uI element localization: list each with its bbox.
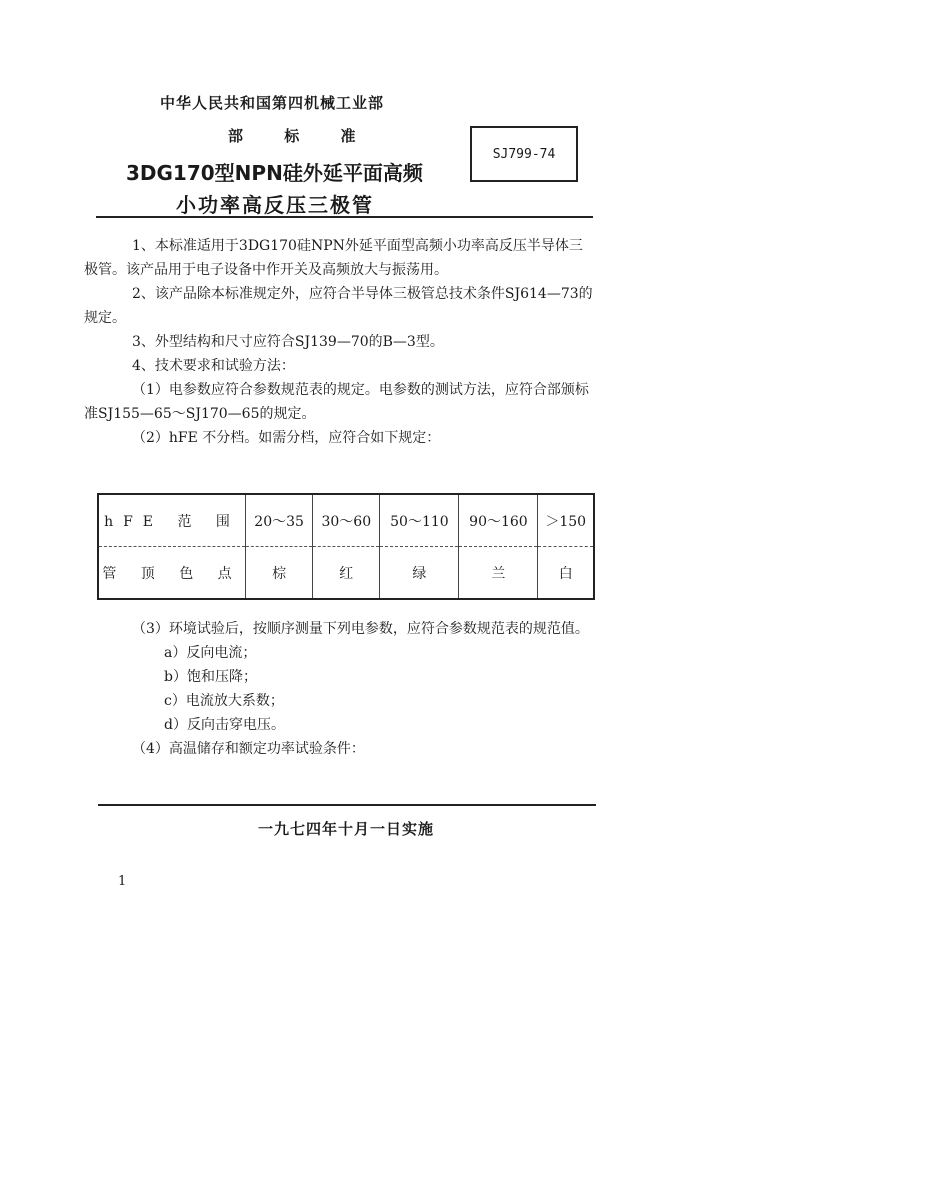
section-1-4 xyxy=(84,234,594,450)
document-title-line1: 3DG170型NPN硅外延平面高频 xyxy=(126,161,423,185)
list-item: b）饱和压降； xyxy=(164,669,257,685)
list-item: d）反向击穿电压。 xyxy=(164,717,285,733)
table-cell: 20～35 xyxy=(246,494,313,547)
table-row xyxy=(98,547,594,600)
table-cell: 30～60 xyxy=(313,494,380,547)
table-cell: 兰 xyxy=(459,547,538,600)
document-title-line2: 小功率高反压三极管 xyxy=(176,193,374,217)
hfe-color-table xyxy=(97,493,595,600)
table-row-header: 管 顶 色 点 xyxy=(98,547,246,600)
paragraph-4-3: （3）环境试验后，按顺序测量下列电参数，应符合参数规范表的规范值。 xyxy=(132,621,589,637)
list-item: c）电流放大系数； xyxy=(164,693,284,709)
header-rule xyxy=(96,216,593,218)
paragraph-4-1: （1）电参数应符合参数规范表的规定。电参数的测试方法，应符合部颁标准SJ155—65～SJ170—65的规定。 xyxy=(84,382,589,422)
table-row xyxy=(98,494,594,547)
footer-rule xyxy=(98,804,596,806)
paragraph-1: 1、本标准适用于3DG170硅NPN外延平面型高频小功率高反压半导体三极管。该产品用于电子设备中作开关及高频放大与振荡用。 xyxy=(84,238,583,278)
table-cell: 白 xyxy=(538,547,594,600)
table-cell: 绿 xyxy=(380,547,459,600)
section-4-3 xyxy=(84,617,594,761)
paragraph-4: 4、技术要求和试验方法： xyxy=(132,358,295,374)
table-cell: ＞150 xyxy=(538,494,594,547)
paragraph-4-2: （2）hFE 不分档。如需分档，应符合如下规定： xyxy=(132,430,441,446)
effective-date: 一九七四年十月一日实施 xyxy=(258,820,435,838)
page-number: 1 xyxy=(118,874,127,889)
table-cell: 50～110 xyxy=(380,494,459,547)
paragraph-4-4: （4）高温储存和额定功率试验条件： xyxy=(132,741,365,757)
paragraph-3: 3、外型结构和尺寸应符合SJ139—70的B—3型。 xyxy=(132,334,444,350)
issuing-organization: 中华人民共和国第四机械工业部 xyxy=(160,94,385,112)
standard-label: 部 标 准 xyxy=(228,127,374,145)
table-cell: 红 xyxy=(313,547,380,600)
table-cell: 90～160 xyxy=(459,494,538,547)
standard-code-box xyxy=(470,126,578,182)
standard-code: SJ799-74 xyxy=(492,146,556,162)
paragraph-2: 2、该产品除本标准规定外，应符合半导体三极管总技术条件SJ614—73的规定。 xyxy=(84,286,593,326)
table-cell: 棕 xyxy=(246,547,313,600)
list-item: a）反向电流； xyxy=(164,645,257,661)
table-row-header: hFE 范 围 xyxy=(98,494,246,547)
